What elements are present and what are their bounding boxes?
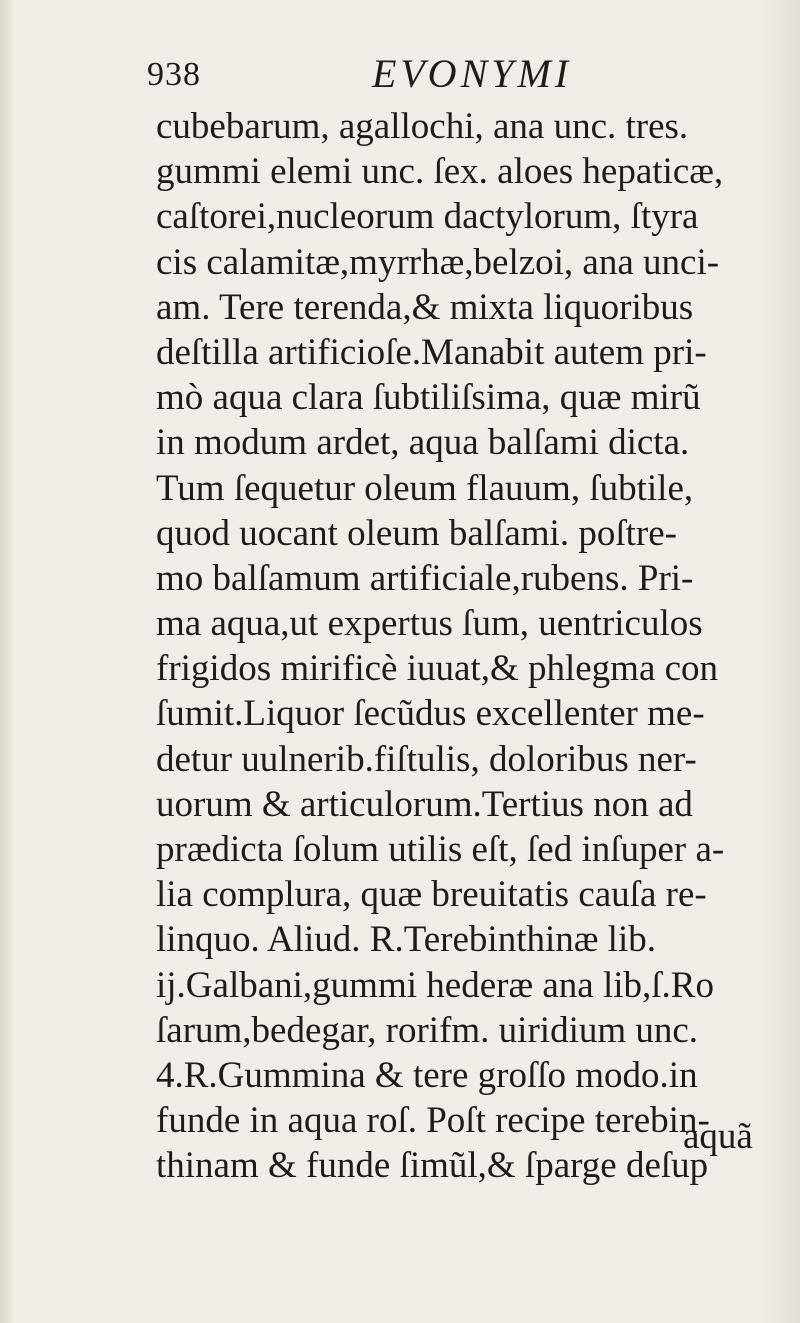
running-title: EVONYMI: [372, 51, 573, 96]
text-line: quod uocant oleum balſami. poſtre-: [156, 512, 677, 554]
text-line: frigidos mirificè iuuat,& phlegma con: [156, 648, 719, 690]
text-line: deſtilla artificioſe.Manabit autem pri-: [156, 331, 707, 373]
text-line: lia complura, quæ breuitatis cauſa re-: [156, 874, 707, 916]
text-line: ma aqua,ut expertus ſum, uentriculos: [156, 603, 703, 645]
text-line: ſumit.Liquor ſecũdus excellenter me-: [156, 693, 705, 735]
text-line: ij.Galbani,gummi hederæ ana lib,ſ.Ro: [156, 964, 714, 1006]
text-line: in modum ardet, aqua balſami dicta.: [156, 422, 690, 464]
text-line: linquo. Aliud. R.Terebinthinæ lib.: [156, 919, 656, 961]
page-edge: [0, 0, 14, 1323]
text-line: caſtorei,nucleorum dactylorum, ſtyra: [156, 196, 699, 238]
page-header: [147, 50, 747, 100]
text-line: cubebarum, agallochi, ana unc. tres.: [156, 106, 689, 147]
text-line: ſarum,bedegar, rorifm. uiridium unc.: [156, 1009, 699, 1051]
text-line: Tum ſequetur oleum flauum, ſubtile,: [156, 467, 694, 509]
text-line: mo balſamum artificiale,rubens. Pri-: [156, 557, 694, 599]
text-line: mò aqua clara ſubtiliſsima, quæ mirũ: [156, 377, 701, 419]
text-line: 4.R.Gummina & tere groſſo modo.in: [156, 1054, 698, 1096]
text-line: funde in aqua roſ. Poſt recipe terebin-: [156, 1100, 710, 1142]
catchword: aquã: [683, 1116, 753, 1157]
body-text: [156, 104, 768, 1189]
text-line: cis calamitæ,myrrhæ,belzoi, ana unci-: [156, 241, 720, 283]
page-number: 938: [147, 56, 201, 93]
text-line: gummi elemi unc. ſex. aloes hepaticæ,: [156, 151, 724, 193]
text-line: detur uulnerib.fiſtulis, doloribus ner-: [156, 738, 697, 780]
text-line: am. Tere terenda,& mixta liquoribus: [156, 286, 694, 328]
text-line: thinam & funde ſimũl,& ſparge deſup: [156, 1145, 709, 1187]
text-line: uorum & articulorum.Tertius non ad: [156, 783, 693, 825]
text-line: prædicta ſolum utilis eſt, ſed inſuper a-: [156, 829, 725, 870]
